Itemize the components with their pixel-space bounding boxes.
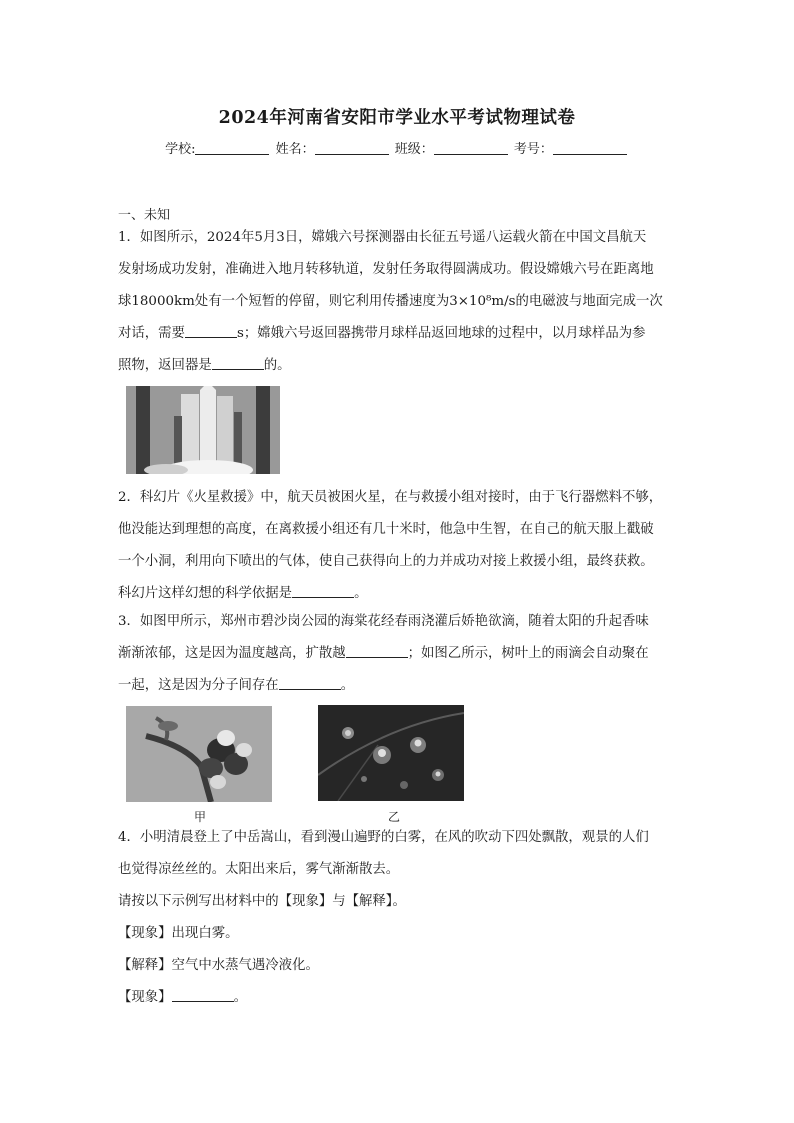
section-heading: 一、未知 (118, 208, 171, 223)
question-2 (118, 482, 678, 610)
question-3 (118, 606, 678, 702)
q2-line-3: 一个小洞，利用向下喷出的气体，使自己获得向上的力并成功对接上救援小组，最终获救。 (118, 554, 654, 569)
page-title: 2024年河南省安阳市学业水平考试物理试卷 (218, 108, 576, 128)
q4-line-4: 【现象】出现白雾。 (118, 926, 239, 941)
q2-line-2: 他没能达到理想的高度，在离救援小组还有几十米时，他急中生智，在自己的航天服上戳破 (118, 522, 654, 537)
q1-blank-1[interactable] (185, 324, 237, 338)
school-blank[interactable] (195, 141, 269, 155)
school-label: 学校: (165, 142, 196, 157)
q3-blank-1[interactable] (346, 644, 408, 658)
q1-line-1: 1．如图所示，2024年5月3日，嫦娥六号探测器由长征五号遥八运载火箭在中国文昌航天 (118, 230, 647, 245)
student-info-line (0, 138, 794, 157)
q1-line-4: 对话，需要 s；嫦娥六号返回器携带月球样品返回地球的过程中，以月球样品为参 (118, 326, 646, 341)
q2-blank[interactable] (292, 584, 354, 598)
class-label: 班级： (394, 142, 434, 157)
q2-line-4: 科幻片这样幻想的科学依据是 。 (118, 586, 368, 601)
q1-line-3: 球18000km处有一个短暂的停留，则它利用传播速度为3×10⁸m/s的电磁波与地面完成一次 (118, 294, 663, 309)
q3-blank-2[interactable] (279, 676, 341, 690)
q4-line-5: 【解释】空气中水蒸气遇冷液化。 (118, 958, 319, 973)
q4-line-1: 4．小明清晨登上了中岳嵩山，看到漫山遍野的白雾，在风的吹动下四处飘散，观景的人们 (118, 830, 649, 845)
q3-line-1: 3．如图甲所示，郑州市碧沙岗公园的海棠花经春雨浇灌后娇艳欲滴，随着太阳的升起香味 (118, 614, 649, 629)
q3-line-2: 渐渐浓郁，这是因为温度越高，扩散越 ；如图乙所示，树叶上的雨滴会自动聚在 (118, 646, 649, 661)
q4-line-6: 【现象】 。 (118, 990, 247, 1005)
q4-blank[interactable] (172, 988, 234, 1002)
q2-line-1: 2．科幻片《火星救援》中，航天员被困火星，在与救援小组对接时，由于飞行器燃料不够， (118, 490, 663, 505)
begonia-flower-photo (126, 706, 272, 802)
question-4 (118, 822, 678, 1014)
q3-line-3: 一起，这是因为分子间存在 。 (118, 678, 355, 693)
question-1 (118, 222, 678, 382)
q1-line-5: 照物，返回器是 的。 (118, 358, 291, 373)
q4-line-3: 请按以下示例写出材料中的【现象】与【解释】。 (118, 894, 406, 909)
q1-line-2: 发射场成功发射，准确进入地月转移轨道，发射任务取得圆满成功。假设嫦娥六号在距离地 (118, 262, 654, 277)
rocket-launch-photo (126, 386, 280, 474)
name-blank[interactable] (315, 141, 389, 155)
number-blank[interactable] (553, 141, 627, 155)
q1-blank-2[interactable] (212, 356, 264, 370)
name-label: 姓名： (275, 142, 315, 157)
caption-yi: 乙 (388, 810, 401, 824)
caption-jia: 甲 (194, 810, 207, 824)
number-label: 考号： (513, 142, 553, 157)
raindrops-leaf-photo (318, 705, 464, 801)
q4-line-2: 也觉得凉丝丝的。太阳出来后，雾气渐渐散去。 (118, 862, 400, 877)
class-blank[interactable] (434, 141, 508, 155)
